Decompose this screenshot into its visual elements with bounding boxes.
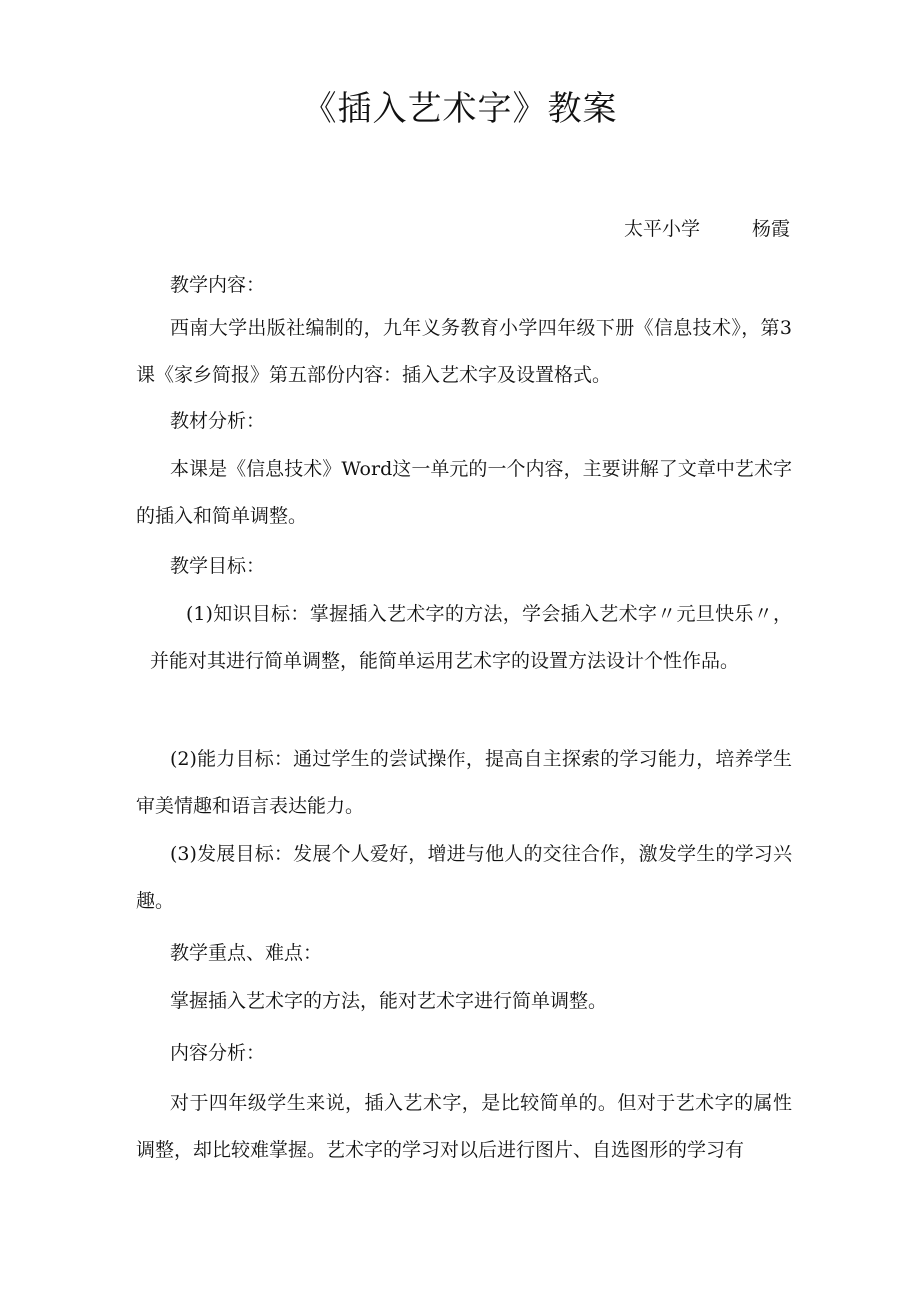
heading-content-analysis: 内容分析： bbox=[170, 1042, 266, 1064]
author-school: 太平小学 bbox=[623, 218, 700, 240]
paragraph-goal-ability: (2)能力目标：通过学生的尝试操作，提高自主探索的学习能力，培养学生审美情趣和语言表达能力。 bbox=[136, 748, 792, 817]
paragraph-key-points: 掌握插入艺术字的方法，能对艺术字进行简单调整。 bbox=[170, 990, 608, 1012]
heading-teaching-content: 教学内容： bbox=[170, 274, 266, 296]
paragraph-content-analysis: 对于四年级学生来说，插入艺术字，是比较简单的。但对于艺术字的属性调整，却比较难掌握。艺术字的学习对以后进行图片、自选图形的学习有 bbox=[136, 1092, 792, 1161]
heading-key-points: 教学重点、难点： bbox=[170, 942, 323, 964]
document-title: 《插入艺术字》教案 bbox=[302, 89, 618, 129]
paragraph-goal-knowledge: (1)知识目标：掌握插入艺术字的方法，学会插入艺术字〃元旦快乐〃，并能对其进行简单调整，能简单运用艺术字的设置方法设计个性作品。 bbox=[150, 603, 792, 672]
heading-material-analysis: 教材分析： bbox=[170, 410, 266, 432]
paragraph-material-analysis: 本课是《信息技术》Word这一单元的一个内容，主要讲解了文章中艺术字的插入和简单调整。 bbox=[136, 458, 792, 527]
paragraph-teaching-content: 西南大学出版社编制的，九年义务教育小学四年级下册《信息技术》，第3课《家乡简报》第五部份内容：插入艺术字及设置格式。 bbox=[136, 317, 792, 386]
paragraph-goal-development: (3)发展目标：发展个人爱好，增进与他人的交往合作，激发学生的学习兴趣。 bbox=[136, 843, 792, 912]
heading-teaching-goals: 教学目标： bbox=[170, 555, 266, 577]
author-line bbox=[624, 214, 790, 244]
author-name: 杨霞 bbox=[751, 218, 790, 240]
